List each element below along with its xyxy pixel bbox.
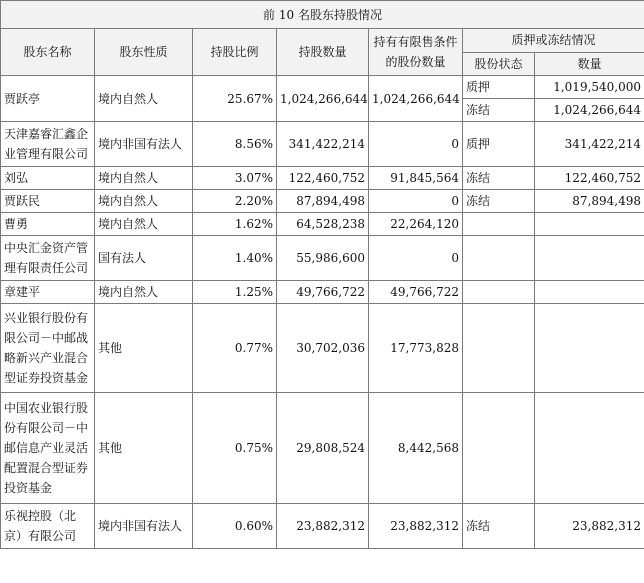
restricted-shares: 22,264,120 <box>369 213 463 236</box>
shares-held: 341,422,214 <box>277 122 369 167</box>
shares-held: 64,528,238 <box>277 213 369 236</box>
pledge-count <box>535 213 644 236</box>
pledge-count: 87,894,498 <box>535 190 644 213</box>
pledge-count <box>535 281 644 304</box>
restricted-shares: 17,773,828 <box>369 304 463 393</box>
pledge-status: 冻结 <box>463 190 535 213</box>
header-pledge-status: 股份状态 <box>463 52 535 76</box>
shareholding-ratio: 0.77% <box>193 304 277 393</box>
table-row <box>1 122 644 167</box>
table-row <box>1 236 644 281</box>
shareholder-name: 贾跃民 <box>1 190 95 213</box>
pledge-status <box>463 213 535 236</box>
header-ratio: 持股比例 <box>193 29 277 76</box>
pledge-status: 冻结 <box>463 99 535 122</box>
restricted-shares: 8,442,568 <box>369 393 463 504</box>
shares-held: 49,766,722 <box>277 281 369 304</box>
restricted-shares: 23,882,312 <box>369 504 463 549</box>
shareholder-name: 兴业银行股份有限公司－中邮战略新兴产业混合型证券投资基金 <box>1 304 95 393</box>
pledge-count: 1,024,266,644 <box>535 99 644 122</box>
header-row-1 <box>1 29 644 53</box>
restricted-shares: 91,845,564 <box>369 167 463 190</box>
table-row <box>1 504 644 549</box>
shareholder-nature: 境内自然人 <box>95 213 193 236</box>
header-shares: 持股数量 <box>277 29 369 76</box>
shareholding-ratio: 1.25% <box>193 281 277 304</box>
shareholder-name: 中央汇金资产管理有限责任公司 <box>1 236 95 281</box>
table-row <box>1 76 644 99</box>
shares-held: 87,894,498 <box>277 190 369 213</box>
shares-held: 1,024,266,644 <box>277 76 369 122</box>
shareholder-nature: 国有法人 <box>95 236 193 281</box>
shares-held: 30,702,036 <box>277 304 369 393</box>
pledge-status <box>463 236 535 281</box>
shares-held: 122,460,752 <box>277 167 369 190</box>
pledge-status: 冻结 <box>463 504 535 549</box>
shareholder-name: 曹勇 <box>1 213 95 236</box>
table-row <box>1 167 644 190</box>
header-pledge-group: 质押或冻结情况 <box>463 29 644 53</box>
shareholder-name: 刘弘 <box>1 167 95 190</box>
shareholder-name: 贾跃亭 <box>1 76 95 122</box>
shareholder-nature: 境内非国有法人 <box>95 504 193 549</box>
shareholding-ratio: 0.75% <box>193 393 277 504</box>
restricted-shares: 49,766,722 <box>369 281 463 304</box>
shareholder-nature: 其他 <box>95 304 193 393</box>
shareholding-ratio: 1.62% <box>193 213 277 236</box>
table-row <box>1 304 644 393</box>
header-pledge-count: 数量 <box>535 52 644 76</box>
table-row <box>1 281 644 304</box>
shareholder-name: 章建平 <box>1 281 95 304</box>
pledge-count <box>535 304 644 393</box>
shareholder-nature: 境内自然人 <box>95 281 193 304</box>
header-name: 股东名称 <box>1 29 95 76</box>
pledge-status: 冻结 <box>463 167 535 190</box>
title-row <box>1 1 644 29</box>
table-row <box>1 213 644 236</box>
shareholder-nature: 境内自然人 <box>95 167 193 190</box>
shareholding-ratio: 25.67% <box>193 76 277 122</box>
shareholding-ratio: 3.07% <box>193 167 277 190</box>
shareholding-ratio: 2.20% <box>193 190 277 213</box>
pledge-count: 23,882,312 <box>535 504 644 549</box>
header-restricted: 持有有限售条件的股份数量 <box>369 29 463 76</box>
pledge-status: 质押 <box>463 76 535 99</box>
restricted-shares: 0 <box>369 190 463 213</box>
table-row <box>1 190 644 213</box>
pledge-status: 质押 <box>463 122 535 167</box>
pledge-status <box>463 304 535 393</box>
shareholder-nature: 境内非国有法人 <box>95 122 193 167</box>
restricted-shares: 0 <box>369 122 463 167</box>
shareholding-ratio: 0.60% <box>193 504 277 549</box>
restricted-shares: 0 <box>369 236 463 281</box>
table-row <box>1 393 644 504</box>
pledge-count <box>535 236 644 281</box>
table-title: 前 10 名股东持股情况 <box>1 1 644 29</box>
shareholder-name: 乐视控股（北京）有限公司 <box>1 504 95 549</box>
shareholder-name: 中国农业银行股份有限公司－中邮信息产业灵活配置混合型证券投资基金 <box>1 393 95 504</box>
shares-held: 29,808,524 <box>277 393 369 504</box>
shareholder-name: 天津嘉睿汇鑫企业管理有限公司 <box>1 122 95 167</box>
shares-held: 23,882,312 <box>277 504 369 549</box>
shareholding-ratio: 8.56% <box>193 122 277 167</box>
table-body <box>1 76 644 549</box>
restricted-shares: 1,024,266,644 <box>369 76 463 122</box>
pledge-status <box>463 393 535 504</box>
pledge-status <box>463 281 535 304</box>
header-nature: 股东性质 <box>95 29 193 76</box>
pledge-count: 341,422,214 <box>535 122 644 167</box>
shareholder-nature: 其他 <box>95 393 193 504</box>
pledge-count: 1,019,540,000 <box>535 76 644 99</box>
shareholder-nature: 境内自然人 <box>95 190 193 213</box>
shareholder-nature: 境内自然人 <box>95 76 193 122</box>
shares-held: 55,986,600 <box>277 236 369 281</box>
pledge-count: 122,460,752 <box>535 167 644 190</box>
shareholding-ratio: 1.40% <box>193 236 277 281</box>
pledge-count <box>535 393 644 504</box>
